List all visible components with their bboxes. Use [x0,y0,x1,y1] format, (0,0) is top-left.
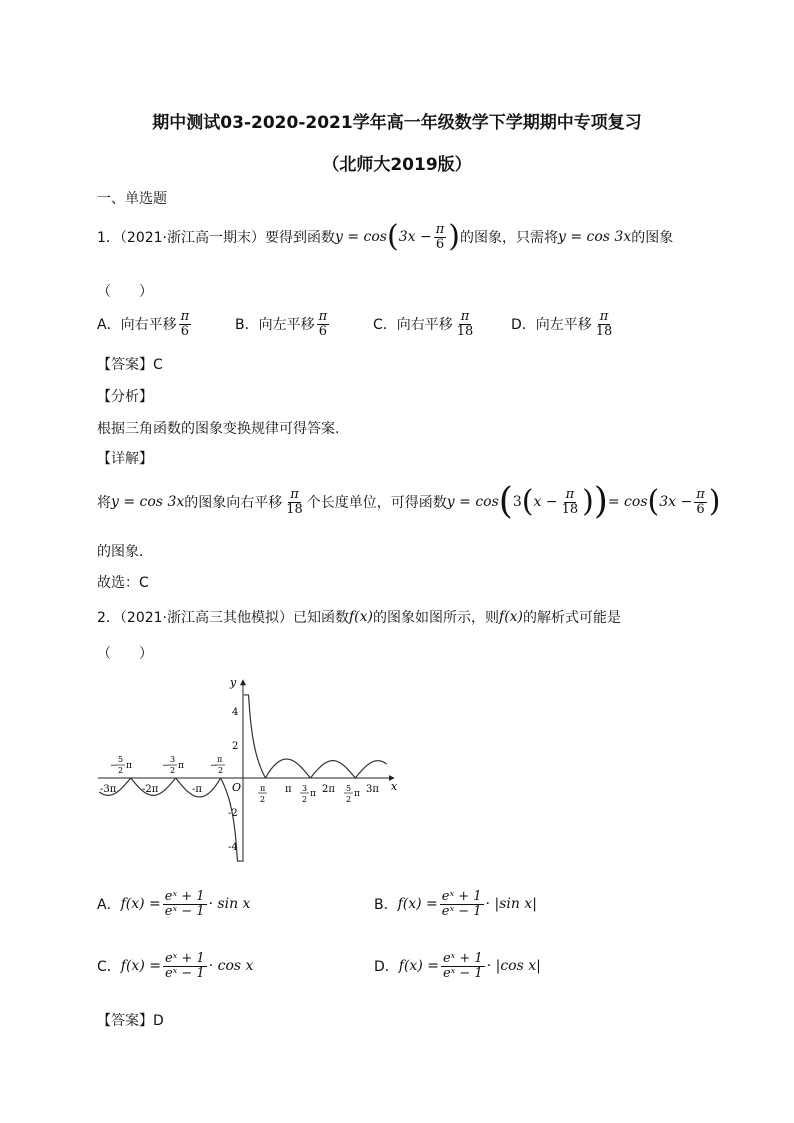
q1-fraction: $\frac{\pi}{6}$ [435,221,445,252]
q1-options [97,310,657,346]
q1-mid: 的图象，只需将 [459,230,558,246]
function-graph [96,672,406,867]
section-heading: 一、单选题 [97,191,167,207]
q1-paren-blank: （ ） [97,284,153,300]
page-title: 期中测试03-2020-2021学年高一年级数学下学期期中专项复习 [152,113,642,133]
curve-negative-branch [99,778,242,861]
svg-text:π: π [310,789,316,799]
q1-func1: y = cos [335,229,387,245]
x-tick-5half-pi [344,784,360,804]
x-tick-half-pi [258,784,267,804]
svg-text:π: π [354,789,360,799]
q1-detail-line: 将 y = cos 3x 的图象向右平移 $\frac{\pi}{18}$ 个长度单位，可得函数 y = cos ( 3 ( x − $\frac{\pi}{18}$ ) ) = cos ( 3x − $\frac{\pi}{6}$ ) [97,481,721,522]
y-tick-neg2: -2 [228,808,238,819]
q2-option-b[interactable]: B． f(x) = $\frac{\text{eˣ + 1}}{\text{eˣ − 1}}$ · |sin x| [374,889,537,919]
svg-text:−: − [210,761,218,771]
y-tick-2: 2 [232,741,239,752]
x-tick-2pi: 2π [322,784,335,795]
svg-text:2: 2 [118,766,124,775]
q1-analysis-head: 【分析】 [97,389,153,405]
q1-func2: y = cos 3x [557,229,632,245]
q1-inner: 3x − [398,229,432,245]
svg-text:3: 3 [302,784,308,793]
q2-option-a[interactable]: A． f(x) = $\frac{\text{eˣ + 1}}{\text{eˣ − 1}}$ · sin x [97,889,251,919]
question-2-stem: 2．（2021·浙江高三其他模拟）已知函数 f(x) 的图象如图所示，则 f(x) 的解析式可能是 [97,609,622,626]
y-tick-neg4: -4 [228,842,238,853]
x-tick-neg3half-pi [162,755,184,775]
svg-text:5: 5 [346,784,352,793]
svg-text:−: − [162,761,170,771]
q1-detail-head: 【详解】 [97,451,153,467]
svg-text:3: 3 [170,755,176,764]
x-tick-neg5half-pi [110,755,132,775]
q1-option-d[interactable]: D．向左平移 $\frac{\pi}{18}$ [511,309,613,339]
origin-label: O [232,781,242,794]
x-tick-neghalf-pi [210,755,225,775]
question-1-stem [97,219,674,254]
svg-text:−: − [110,761,118,771]
x-tick-neg3pi: -3π [100,784,117,795]
x-axis-label: x [391,780,398,793]
svg-text:2: 2 [260,795,266,804]
x-tick-neg2pi: -2π [142,784,159,795]
paren-open: ( [387,219,399,254]
svg-text:π: π [260,784,266,793]
x-tick-3pi: 3π [366,784,379,795]
svg-text:5: 5 [118,755,124,764]
q1-option-c[interactable]: C．向右平移 $\frac{\pi}{18}$ [373,309,474,339]
x-tick-pi: π [285,784,292,795]
x-tick-3half-pi [300,784,316,804]
page-subtitle: （北师大2019版） [322,155,472,175]
q2-option-c[interactable]: C． f(x) = $\frac{\text{eˣ + 1}}{\text{eˣ − 1}}$ · cos x [97,951,254,981]
q1-detail-end: 的图象. [97,544,144,560]
q2-answer: 【答案】D [97,1013,164,1029]
y-tick-4: 4 [232,707,239,718]
svg-text:2: 2 [170,766,176,775]
q1-option-a[interactable]: A．向右平移 $\frac{\pi}{6}$ [97,309,190,339]
svg-text:π: π [126,761,132,771]
q1-option-b[interactable]: B．向左平移 $\frac{\pi}{6}$ [235,309,328,339]
svg-text:2: 2 [346,795,352,804]
paren-close: ) [448,219,460,254]
x-tick-negpi: -π [192,784,202,795]
q2-paren-blank: （ ） [97,646,153,662]
q1-prefix: 1．（2021·浙江高一期末）要得到函数 [97,230,335,246]
q1-answer: 【答案】C [97,357,163,373]
svg-text:2: 2 [218,766,224,775]
y-axis-label: y [230,676,237,689]
q1-choose: 故选：C [97,575,149,591]
q1-suffix: 的图象 [631,230,674,246]
svg-text:2: 2 [302,795,308,804]
svg-text:π: π [217,755,223,764]
curve-positive-branch [244,695,387,778]
q2-option-d[interactable]: D． f(x) = $\frac{\text{eˣ + 1}}{\text{eˣ − 1}}$ · |cos x| [374,951,541,981]
svg-text:π: π [178,761,184,771]
q1-analysis-text: 根据三角函数的图象变换规律可得答案. [97,421,340,437]
